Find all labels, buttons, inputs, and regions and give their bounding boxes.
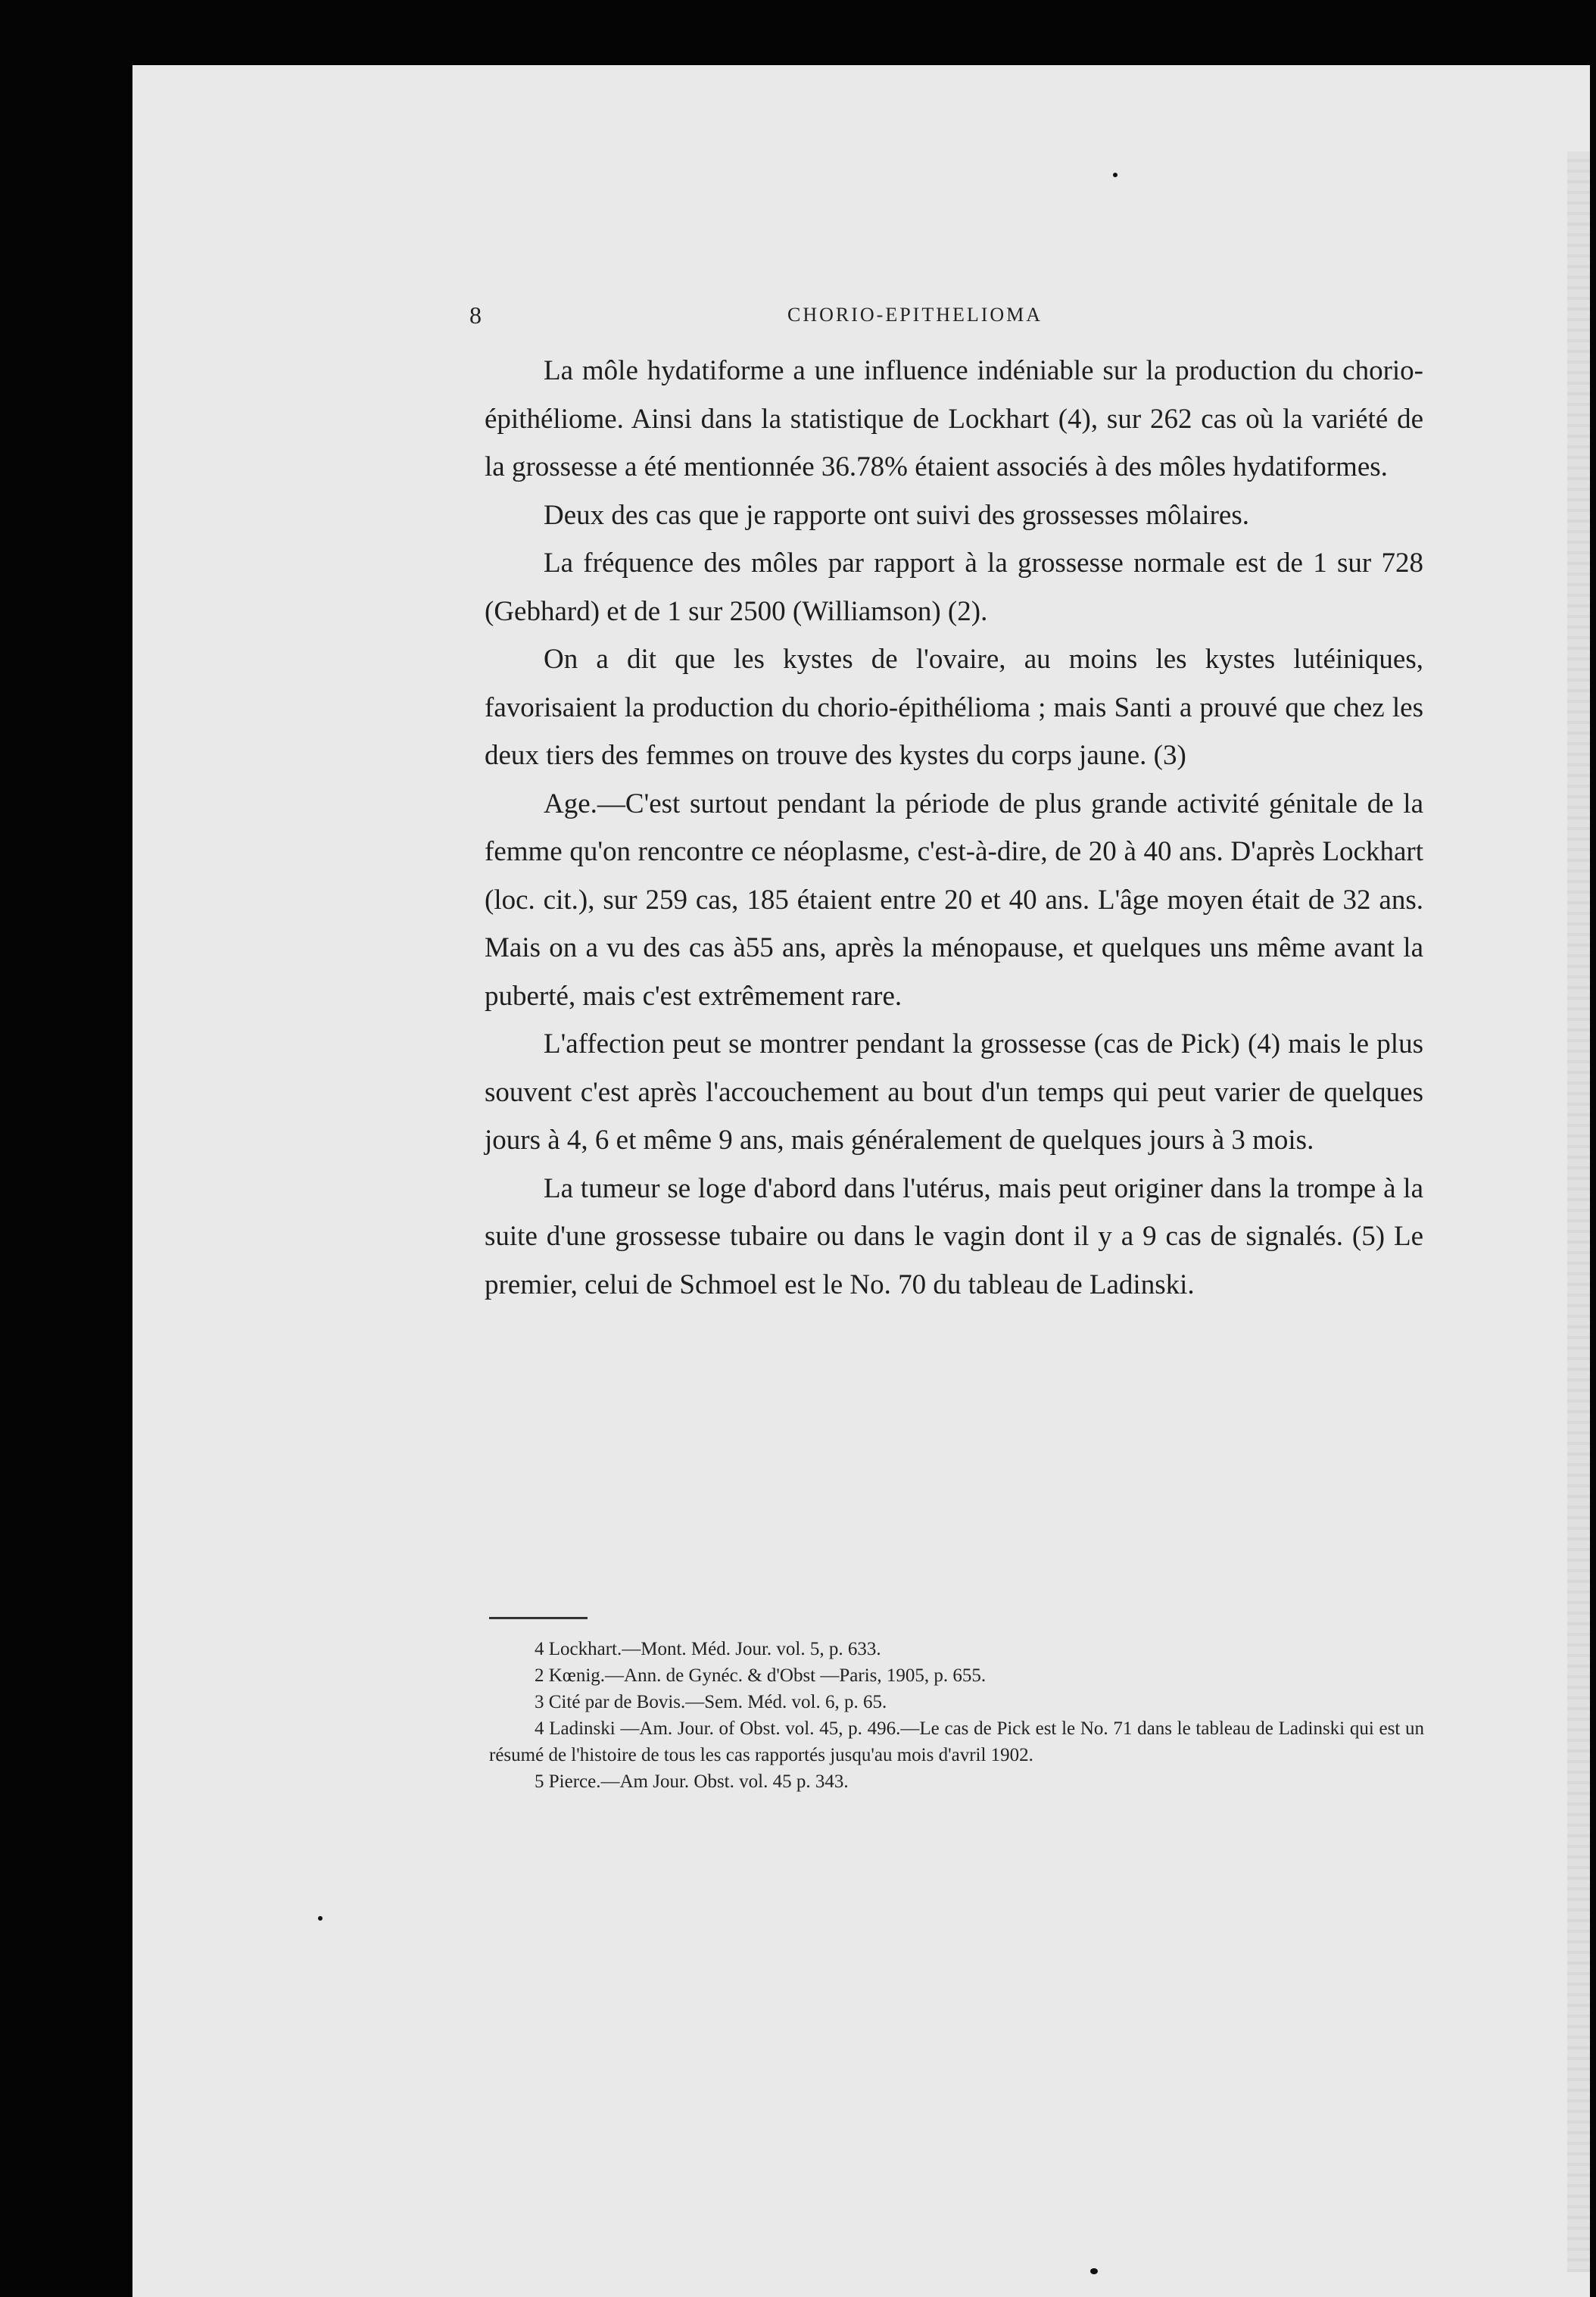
body-text	[485, 347, 1423, 1309]
dust-speck	[1090, 2268, 1098, 2274]
paragraph: L'affection peut se montrer pendant la grossesse (cas de Pick) (4) mais le plus souvent c'est après l'accouchement au bout d'un temps qui peut varier de quelques jours à 4, 6 et même 9 ans, mais généralement de quelques jours à 3 mois.	[485, 1028, 1423, 1156]
paragraph: On a dit que les kystes de l'ovaire, au moins les kystes lutéiniques, favorisaient la production du chorio-épithélioma ; mais Santi a prouvé que chez les deux tiers des femmes on trouve des kystes du corps jaune. (3)	[485, 644, 1423, 771]
footnote: 2 Kœnig.—Ann. de Gynéc. & d'Obst —Paris, 1905, p. 655.	[535, 1665, 987, 1686]
running-title: CHORIO-EPITHELIOMA	[787, 304, 1043, 326]
dust-speck	[1113, 173, 1118, 177]
page-header	[469, 301, 1423, 332]
paragraph: La môle hydatiforme a une influence indéniable sur la production du chorio-épithéliome. Ainsi dans la statistique de Lockhart (4), sur 262 cas où la variété de la grossesse a été mentionnée 36.78% étaient associés à des môles hydatiformes.	[485, 355, 1423, 482]
footnote: 5 Pierce.—Am Jour. Obst. vol. 45 p. 343.	[535, 1771, 849, 1792]
dust-speck	[318, 1916, 323, 1921]
footnote: 4 Ladinski —Am. Jour. of Obst. vol. 45, p. 496.—Le cas de Pick est le No. 71 dans le tableau de Ladinski qui est un résumé de l'histoire de tous les cas rapportés jusqu'au mois d'avril 1902.	[489, 1718, 1424, 1765]
footnote: 4 Lockhart.—Mont. Méd. Jour. vol. 5, p. 633.	[535, 1639, 881, 1659]
paragraph: Deux des cas que je rapporte ont suivi des grossesses môlaires.	[544, 499, 1249, 531]
page-number: 8	[469, 301, 482, 329]
paragraph: La tumeur se loge d'abord dans l'utérus, mais peut originer dans la trompe à la suite d'une grossesse tubaire ou dans le vagin dont il y a 9 cas de signalés. (5) Le premier, celui de Schmoel est le No. 70 du tableau de Ladinski.	[485, 1172, 1423, 1300]
footnote: 3 Cité par de Bovis.—Sem. Méd. vol. 6, p. 65.	[535, 1692, 887, 1712]
footnote-rule	[489, 1617, 588, 1619]
footnotes	[489, 1636, 1424, 1795]
paragraph: Age.—C'est surtout pendant la période de plus grande activité génitale de la femme qu'on rencontre ce néoplasme, c'est-à-dire, de 20 à 40 ans. D'après Lockhart (loc. cit.), sur 259 cas, 185 étaient entre 20 et 40 ans. L'âge moyen était de 32 ans. Mais on a vu des cas à55 ans, après la ménopause, et quelques uns même avant la puberté, mais c'est extrêmement rare.	[485, 788, 1423, 1012]
paragraph: La fréquence des môles par rapport à la grossesse normale est de 1 sur 728 (Gebhard) et de 1 sur 2500 (Williamson) (2).	[485, 548, 1423, 627]
page-edge	[1567, 151, 1590, 2272]
